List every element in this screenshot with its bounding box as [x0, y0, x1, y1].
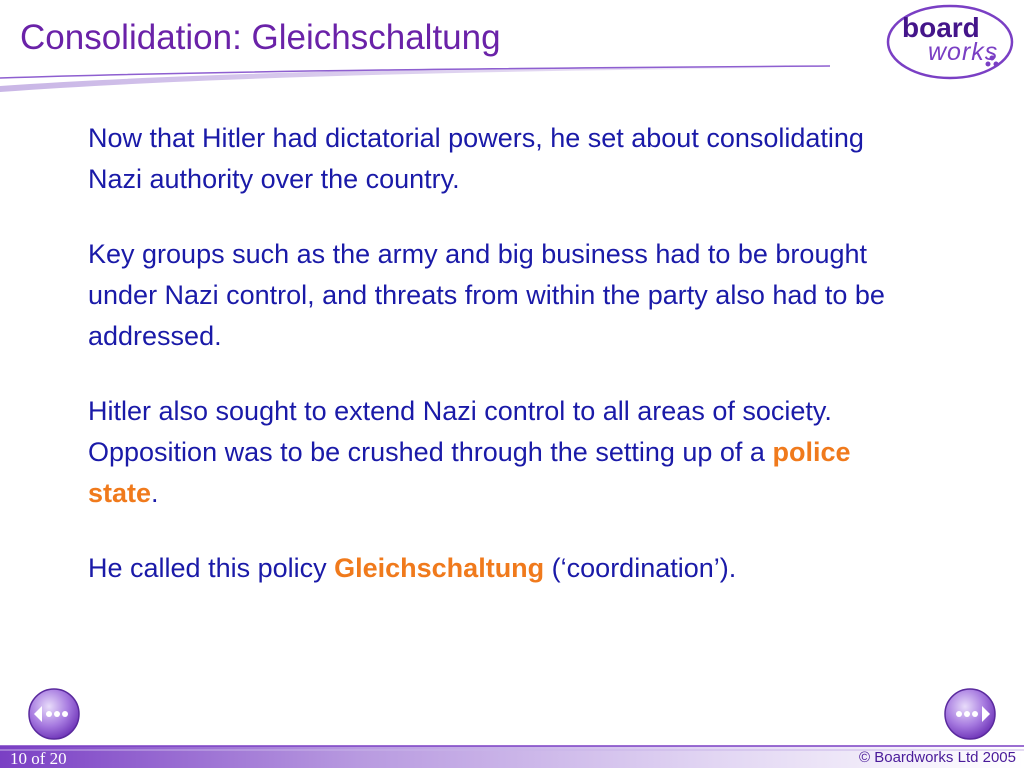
paragraph-4	[88, 548, 923, 589]
paragraph-4-end: (‘coordination’).	[544, 553, 737, 583]
page-number: 10 of 20	[10, 749, 67, 768]
next-slide-button[interactable]	[942, 686, 998, 742]
highlight-gleichschaltung: Gleichschaltung	[334, 553, 545, 583]
logo-text-board: board	[902, 12, 980, 43]
paragraph-2: Key groups such as the army and big business had to be brought under Nazi control, and threats from within the party also had to be addressed.	[88, 239, 885, 351]
previous-slide-button[interactable]	[26, 686, 82, 742]
header-swoosh	[0, 56, 1024, 96]
slide-body	[88, 118, 923, 623]
logo-text-works: works	[928, 38, 999, 66]
highlight-police-state: police state	[88, 437, 851, 508]
paragraph-1: Now that Hitler had dictatorial powers, he set about consolidating Nazi authority over the country.	[88, 123, 864, 194]
paragraph-3	[88, 391, 923, 514]
paragraph-4-text: He called this policy	[88, 553, 335, 583]
paragraph-3-end: .	[151, 478, 159, 508]
slide-title: Consolidation: Gleichschaltung	[20, 18, 501, 57]
copyright-notice: © Boardworks Ltd 2005	[859, 749, 1016, 766]
paragraph-3-text: Hitler also sought to extend Nazi control to all areas of society. Opposition was to be crushed through the setting up of a	[88, 396, 832, 467]
